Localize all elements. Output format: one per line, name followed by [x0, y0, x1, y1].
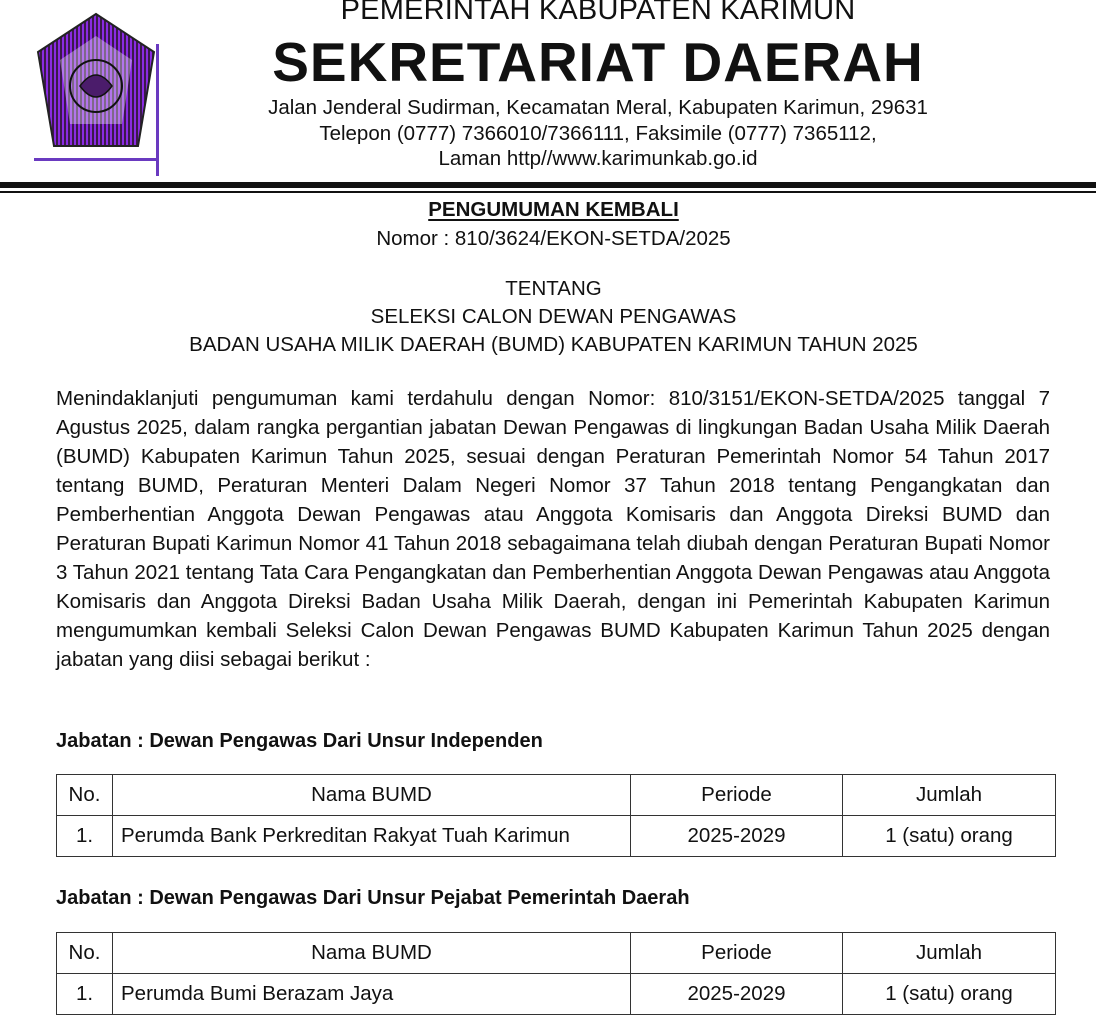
column-header-no: No.: [57, 933, 113, 974]
table-row: [57, 974, 1056, 1015]
cell-jumlah: 1 (satu) orang: [843, 974, 1056, 1015]
position-heading-independent: Jabatan : Dewan Pengawas Dari Unsur Independen: [56, 730, 543, 752]
column-header-periode: Periode: [631, 775, 843, 816]
cell-no: 1.: [57, 974, 113, 1015]
table-header-row: [57, 775, 1056, 816]
cell-periode: 2025-2029: [631, 974, 843, 1015]
announcement-body: Menindaklanjuti pengumuman kami terdahulu dengan Nomor: 810/3151/EKON-SETDA/2025 tanggal 7 Agustus 2025, dalam rangka pergantian jabatan Dewan Pengawas di lingkungan Badan Usaha Milik Daerah (BUMD) Kabupaten Karimun Tahun 2025, sesuai dengan Peraturan Pemerintah Nomor 54 Tahun 2017 tentang BUMD, Peraturan Menteri Dalam Negeri Nomor 37 Tahun 2018 tentang Pengangkatan dan Pemberhentian Anggota Dewan Pengawas atau Anggota Komisaris dan Anggota Direksi BUMD dan Peraturan Bupati Karimun Nomor 41 Tahun 2018 sebagaimana telah diubah dengan Peraturan Bupati Nomor 3 Tahun 2021 tentang Tata Cara Pengangkatan dan Pemberhentian Anggota Dewan Pengawas atau Anggota Komisaris dan Anggota Direksi Badan Usaha Milik Daerah, dengan ini Pemerintah Kabupaten Karimun mengumumkan kembali Seleksi Calon Dewan Pengawas BUMD Kabupaten Karimun Tahun 2025 dengan jabatan yang diisi sebagai berikut :: [56, 387, 1050, 671]
position-table-government-official: [56, 932, 1056, 1015]
cell-nama-bumd: Perumda Bank Perkreditan Rakyat Tuah Karimun: [113, 816, 631, 857]
website-line: Laman http//www.karimunkab.go.id: [438, 147, 758, 170]
letterhead-divider-thin: [0, 191, 1096, 193]
column-header-periode: Periode: [631, 933, 843, 974]
table-row: [57, 816, 1056, 857]
cell-nama-bumd: Perumda Bumi Berazam Jaya: [113, 974, 631, 1015]
column-header-no: No.: [57, 775, 113, 816]
column-header-jumlah: Jumlah: [843, 775, 1056, 816]
column-header-jumlah: Jumlah: [843, 933, 1056, 974]
cell-no: 1.: [57, 816, 113, 857]
announcement-about: TENTANG: [505, 277, 602, 300]
column-header-nama: Nama BUMD: [113, 933, 631, 974]
cell-jumlah: 1 (satu) orang: [843, 816, 1056, 857]
phone-line: Telepon (0777) 7366010/7366111, Faksimile (0777) 7365112,: [319, 122, 877, 145]
announcement-number: Nomor : 810/3624/EKON-SETDA/2025: [376, 227, 731, 250]
organization-name: SEKRETARIAT DAERAH: [272, 31, 924, 93]
cell-periode: 2025-2029: [631, 816, 843, 857]
regency-crest-icon: [30, 8, 162, 176]
address-line: Jalan Jenderal Sudirman, Kecamatan Meral, Kabupaten Karimun, 29631: [268, 96, 928, 119]
table-header-row: [57, 933, 1056, 974]
position-heading-government-official: Jabatan : Dewan Pengawas Dari Unsur Pejabat Pemerintah Daerah: [56, 887, 690, 909]
position-table-independent: [56, 774, 1056, 857]
government-name: PEMERINTAH KABUPATEN KARIMUN: [340, 0, 856, 26]
announcement-subject-line1: SELEKSI CALON DEWAN PENGAWAS: [370, 305, 737, 328]
announcement-subject-line2: BADAN USAHA MILIK DAERAH (BUMD) KABUPATEN KARIMUN TAHUN 2025: [189, 333, 918, 356]
letterhead-divider-thick: [0, 182, 1096, 188]
column-header-nama: Nama BUMD: [113, 775, 631, 816]
announcement-title: PENGUMUMAN KEMBALI: [428, 198, 679, 221]
